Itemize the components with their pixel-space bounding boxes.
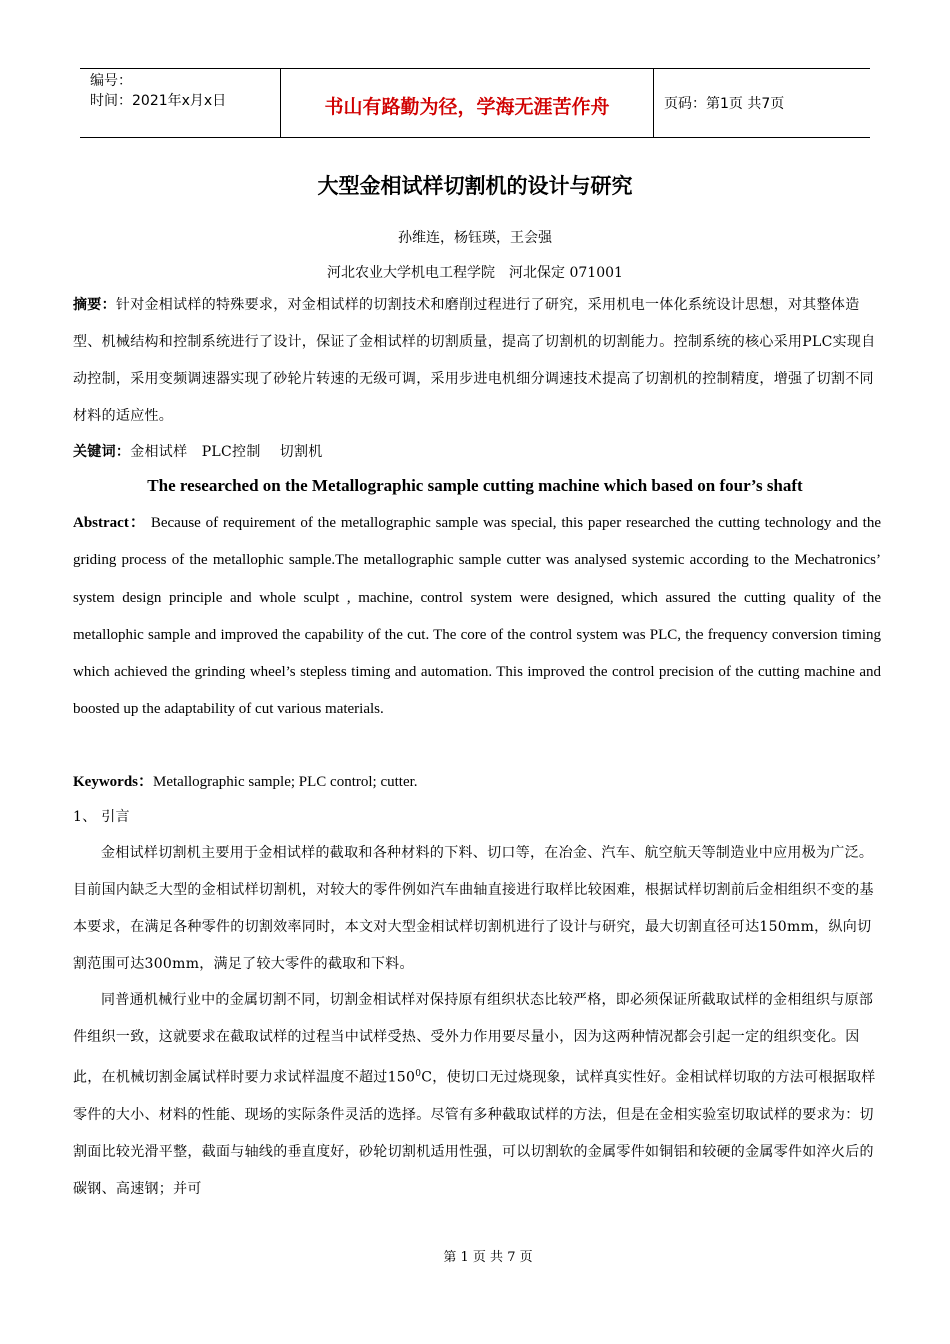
keywords-en-label: Keywords：	[73, 774, 153, 790]
keywords-en-text: Metallographic sample; PLC control; cutter.	[153, 774, 418, 790]
page-footer: 第 1 页 共 7 页	[443, 1250, 533, 1265]
degree-superscript: 0	[415, 1069, 422, 1079]
paper-affiliation: 河北农业大学机电工程学院 河北保定 071001	[327, 265, 623, 281]
abstract-zh-text: 针对金相试样的特殊要求，对金相试样的切割技术和磨削过程进行了研究，采用机电一体化系统设计思想，对其整体造型、机械结构和控制系统进行了设计，保证了金相试样的切割质量，提高了切割机的切割能力。控制系统的核心采用PLC实现自动控制，采用变频调速器实现了砂轮片转速的无级可调，采用步进电机细分调速技术提高了切割机的控制精度，增强了切割不同材料的适应性。	[73, 297, 876, 424]
keywords-zh	[73, 434, 881, 471]
abstract-en	[73, 505, 881, 729]
header-number-label: 编号：	[90, 73, 132, 89]
header-motto: 书山有路勤为径，学海无涯苦作舟	[324, 95, 610, 118]
header-time-label: 时间：2021年x月x日	[90, 93, 227, 109]
paper-title: 大型金相试样切割机的设计与研究	[317, 174, 633, 198]
abstract-zh	[73, 287, 881, 435]
keywords-zh-text: 金相试样 PLC控制 切割机	[130, 444, 323, 460]
paper-title-en: The researched on the Metallographic sample cutting machine which based on four’s shaft	[147, 476, 803, 495]
keywords-zh-label: 关键词：	[73, 444, 131, 460]
keywords-en	[73, 764, 881, 801]
intro-paragraph-2-part-b: C，使切口无过烧现象，试样真实性好。金相试样切取的方法可根据取样零件的大小、材料的性能、现场的实际条件灵活的选择。尽管有多种截取试样的方法，但是在金相实验室切取试样的要求为：切割面比较光滑平整，截面与轴线的垂直度好，砂轮切割机适用性强，可以切割软的金属零件如铜铝和较硬的金属零件如淬火后的碳钢、高速钢；并可	[73, 1069, 876, 1197]
abstract-zh-label: 摘要：	[73, 297, 116, 313]
paper-authors: 孙维连，杨钰瑛，王会强	[398, 230, 552, 246]
abstract-en-label: Abstract：	[73, 515, 147, 531]
header-page-cell	[654, 69, 870, 137]
header-page-label: 页码：第1页 共7页	[664, 96, 785, 112]
header-left-cell	[80, 69, 280, 137]
intro-paragraph-2	[73, 982, 881, 1208]
intro-paragraph-1: 金相试样切割机主要用于金相试样的截取和各种材料的下料、切口等，在冶金、汽车、航空航天等制造业中应用极为广泛。目前国内缺乏大型的金相试样切割机，对较大的零件例如汽车曲轴直接进行取样比较困难，根据试样切割前后金相组织不变的基本要求，在满足各种零件的切割效率同时，本文对大型金相试样切割机进行了设计与研究，最大切割直径可达150mm，纵向切割范围可达300mm，满足了较大零件的截取和下料。	[73, 845, 874, 972]
header-motto-cell	[280, 69, 654, 137]
page-header	[80, 68, 870, 138]
intro-paragraph-2-part-a: 同普通机械行业中的金属切割不同，切割金相试样对保持原有组织状态比较严格，即必须保证所截取试样的金相组织与原部件组织一致，这就要求在截取试样的过程当中试样受热、受外力作用要尽量小，因为这两种情况都会引起一定的组织变化。因此，在机械切割金属试样时要力求试样温度不超过150	[73, 992, 874, 1086]
section-heading-intro: 1、 引言	[73, 809, 130, 825]
abstract-en-text: Because of requirement of the metallographic sample was special, this paper researched the cutting technology and the griding process of the metallophic sample.The metallographic sample cutter was analysed systemic according to the Mechatronics’ system design principle and whole sculpt , machine, control system were designed, which assured the cutting quality of the metallophic sample and improved the capability of the cut. The core of the control system was PLC, the frequency conversion timing which achieved the grinding wheel’s stepless timing and automation. This improved the control precision of the cutting machine and boosted up the adaptability of cut various materials.	[73, 515, 881, 718]
